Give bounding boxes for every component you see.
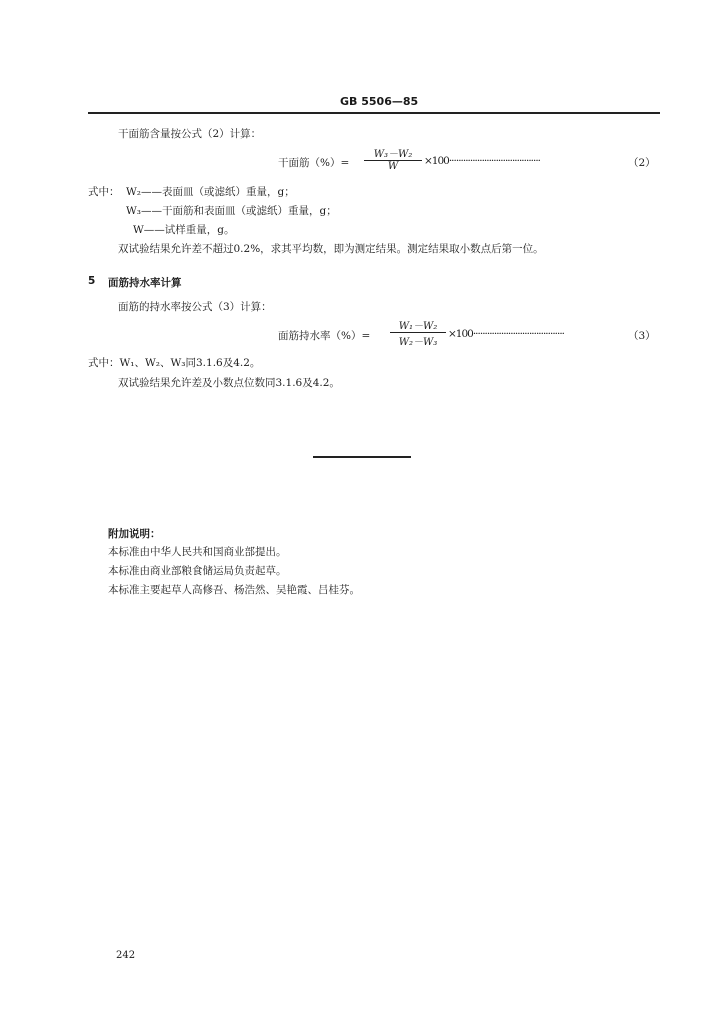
formula-3-number: （3） [628, 330, 656, 342]
formula-2-numerator: W₃－W₂ [373, 149, 413, 160]
formula-2-fraction [364, 145, 422, 172]
formula-2-rhs: ×100······································· [424, 155, 541, 167]
appendix-title: 附加说明： [108, 528, 161, 540]
appendix-line: 本标准由商业部粮食储运局负责起草。 [108, 565, 287, 577]
section-number: 5 [88, 275, 96, 287]
formula-2-lhs: 干面筋（%）= [278, 157, 350, 169]
formula-3-numerator: W₁－W₂ [398, 321, 438, 332]
formula-3-denominator: W₂－W₃ [398, 337, 438, 348]
definition-w: W——试样重量，g。 [133, 224, 235, 236]
header-rule [88, 112, 660, 114]
standard-code: GB 5506—85 [340, 95, 419, 108]
formula-3-lhs: 面筋持水率（%）= [278, 330, 371, 342]
page-number: 242 [116, 950, 136, 961]
water-rate-note: 双试验结果允许差及小数点位数同3.1.6及4.2。 [118, 377, 340, 389]
formula-2-number: （2） [628, 157, 656, 169]
formula-3-fraction [390, 317, 446, 348]
dry-gluten-intro: 干面筋含量按公式（2）计算： [118, 128, 262, 140]
formula-2-denominator: W [387, 161, 399, 172]
end-rule [313, 456, 411, 458]
appendix-line: 本标准主要起草人高修吾、杨浩然、吴艳霞、吕桂芬。 [108, 584, 360, 596]
dry-gluten-note: 双试验结果允许差不超过0.2%，求其平均数，即为测定结果。测定结果取小数点后第一位。 [118, 243, 544, 255]
definition-w2: W₂——表面皿（或滤纸）重量，g； [126, 186, 295, 198]
formula-3-rhs: ×100······································· [448, 328, 565, 340]
where-label: 式中： [88, 186, 120, 198]
section-title: 面筋持水率计算 [108, 277, 182, 289]
water-rate-intro: 面筋的持水率按公式（3）计算： [118, 301, 272, 313]
appendix-line: 本标准由中华人民共和国商业部提出。 [108, 546, 287, 558]
formula-3-where: 式中：W₁、W₂、W₃同3.1.6及4.2。 [88, 357, 261, 369]
definition-w3: W₃——干面筋和表面皿（或滤纸）重量，g； [126, 205, 337, 217]
